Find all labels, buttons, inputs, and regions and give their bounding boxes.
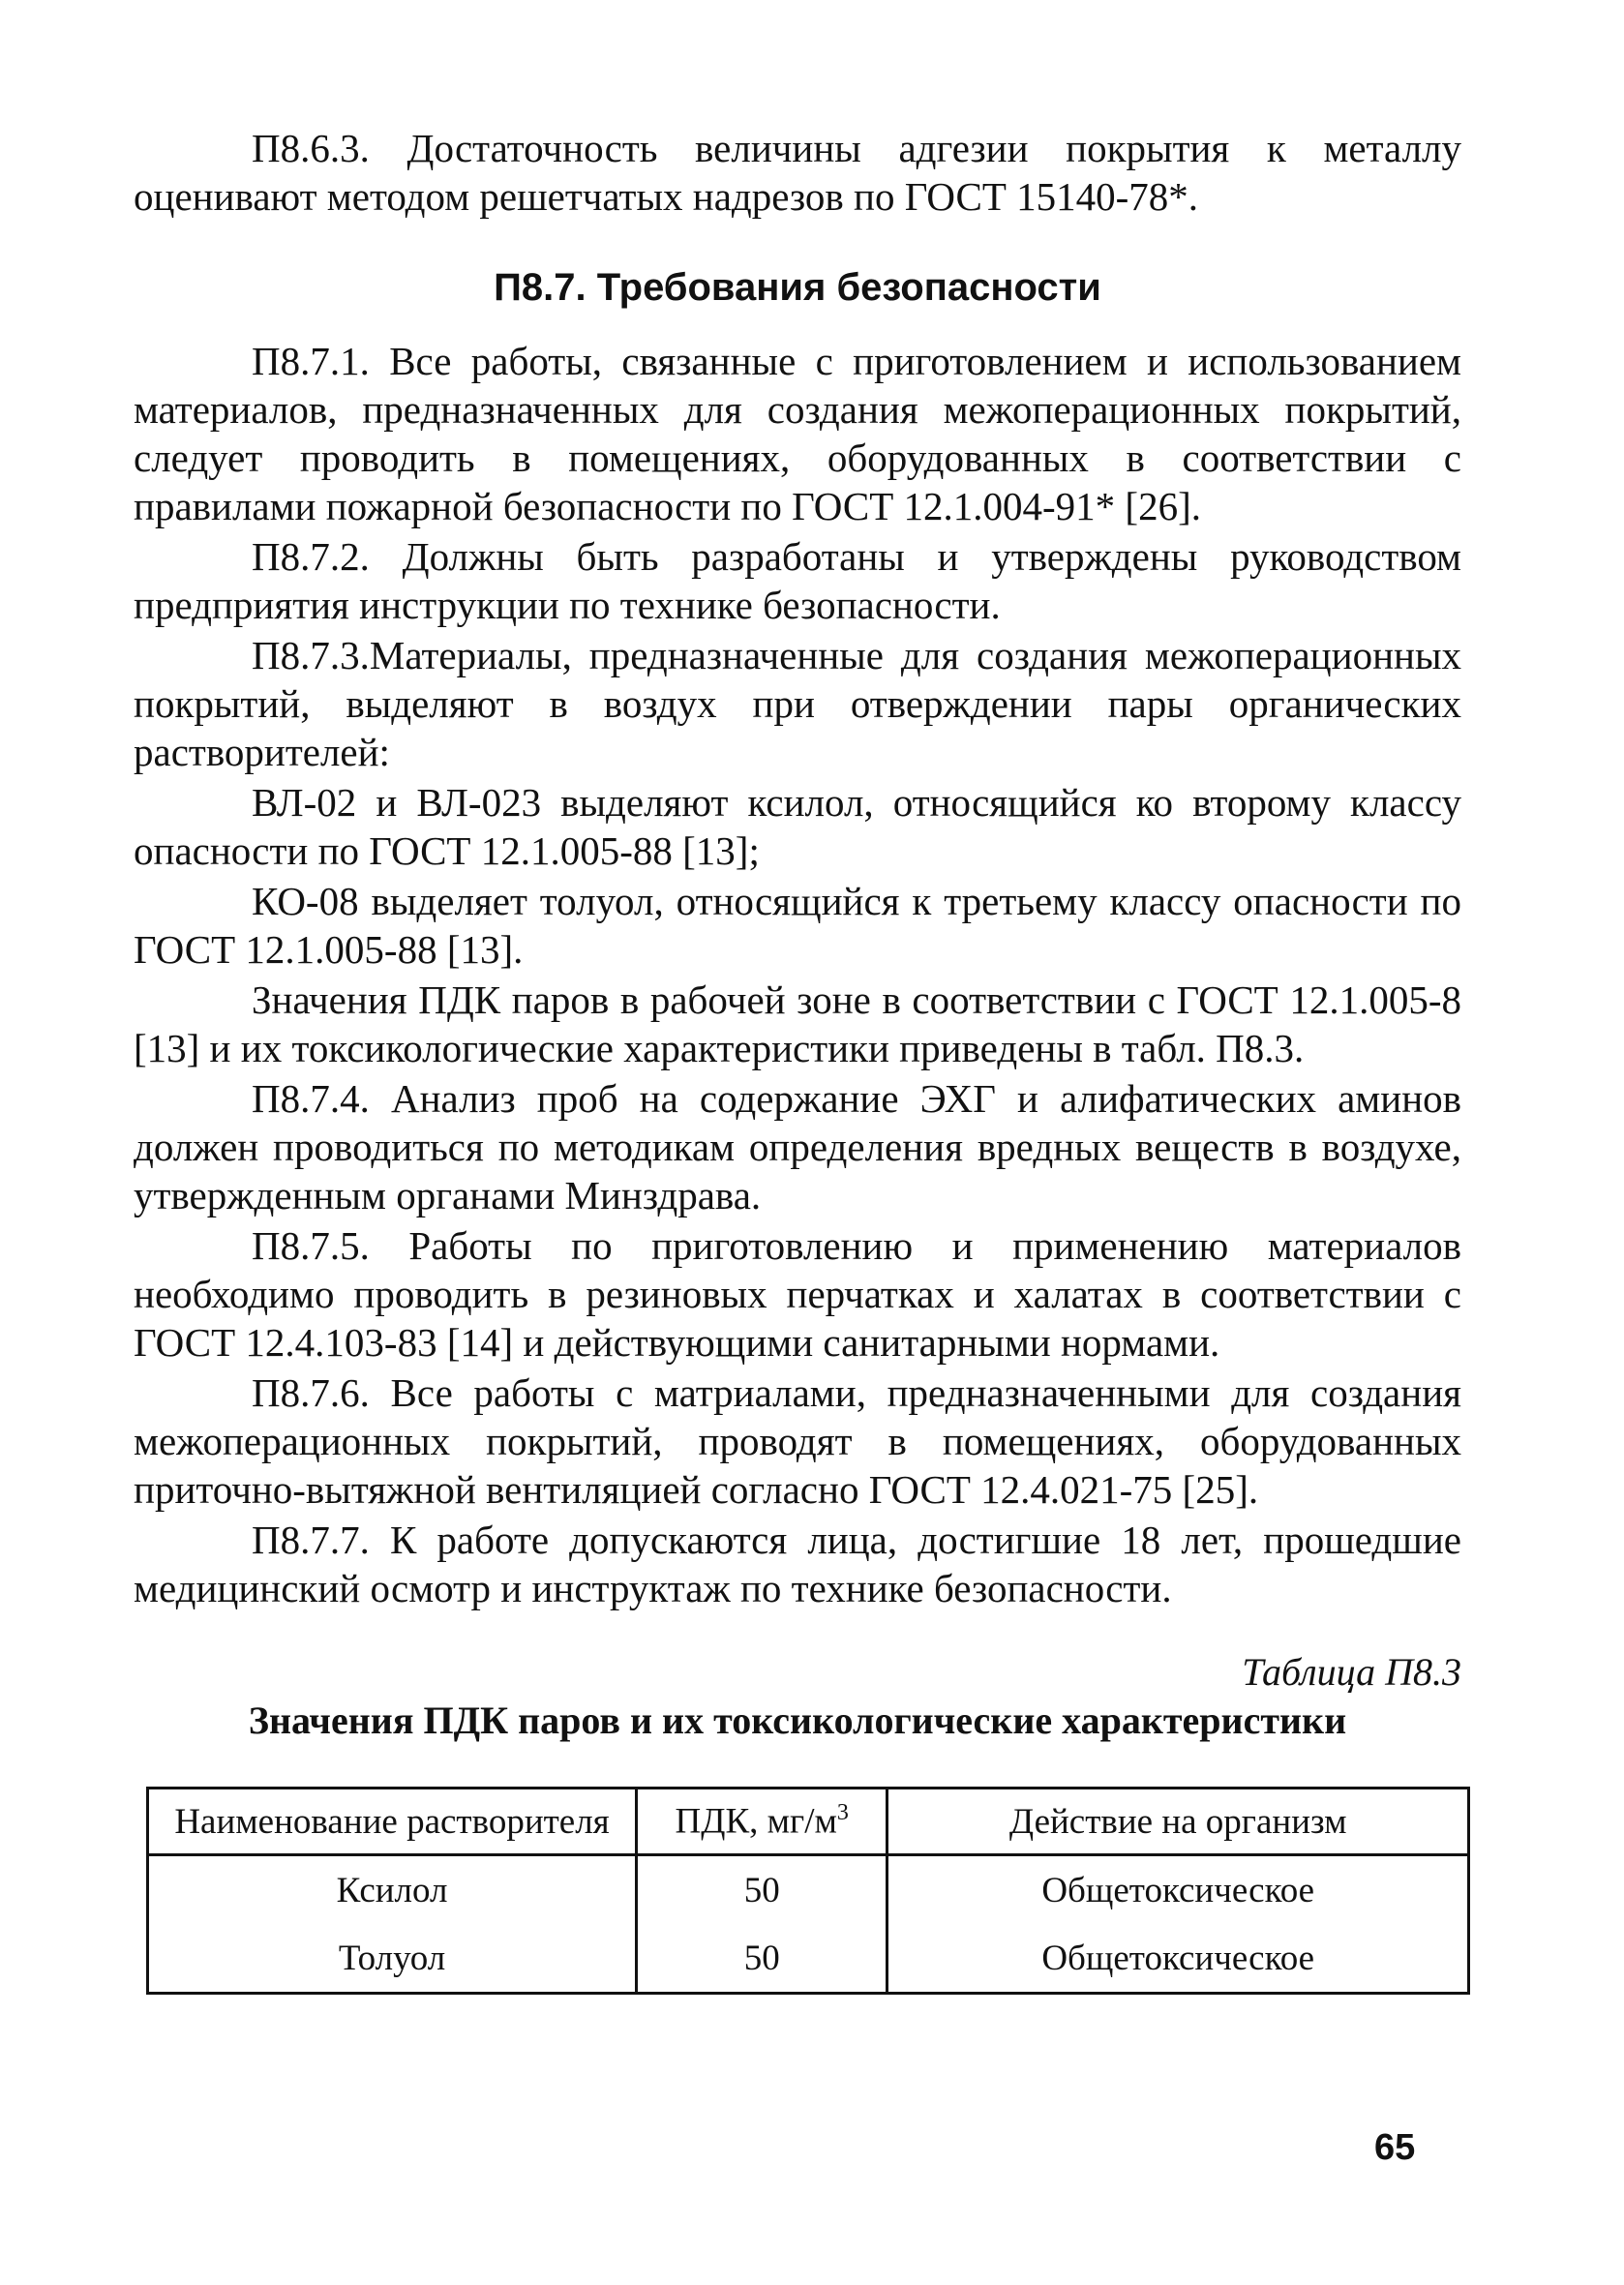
table-title: Значения ПДК паров и их токсикологические характеристики bbox=[248, 1699, 1347, 1742]
paragraph-p8-7-6: П8.7.6. Все работы с матриалами, предназначенными для создания межоперационных покрытий, проводят в помещениях, оборудованных приточно-вытяжной вентиляцией согласно ГОСТ 12.4.021-75 [25]. bbox=[134, 1370, 1461, 1512]
paragraph-p8-7-1: П8.7.1. Все работы, связанные с приготовлением и использованием материалов, предназначенных для создания межоперационных покрытий, следует проводить в помещениях, оборудованных в соответствии с правилами пожарной безопасности по ГОСТ 12.1.004-91* [26]. bbox=[134, 339, 1461, 528]
cell-effect: Общетоксическое bbox=[887, 1855, 1469, 1925]
cell-pdk: 50 bbox=[637, 1855, 887, 1925]
paragraph-p8-7-2: П8.7.2. Должны быть разработаны и утверждены руководством предприятия инструкции по технике безопасности. bbox=[134, 534, 1461, 627]
paragraph-p8-7-3: П8.7.3.Материалы, предназначенные для создания межоперационных покрытий, выделяют в воздух при отверждении пары органических растворителей: bbox=[134, 633, 1461, 774]
document-page bbox=[134, 124, 1461, 1995]
paragraph-p8-7-5: П8.7.5. Работы по приготовлению и применению материалов необходимо проводить в резиновых перчатках и халатах в соответствии с ГОСТ 12.4.103-83 [14] и действующими санитарными нормами. bbox=[134, 1223, 1461, 1365]
header-effect: Действие на организм bbox=[887, 1789, 1469, 1855]
header-pdk-superscript: 3 bbox=[836, 1800, 849, 1826]
paragraph-p8-7-3-xylene: ВЛ-02 и ВЛ-023 выделяют ксилол, относящийся ко второму классу опасности по ГОСТ 12.1.005-88 [13]; bbox=[134, 780, 1461, 873]
cell-solvent: Толуол bbox=[148, 1924, 637, 1994]
paragraph-p8-7-3-pdk: Значения ПДК паров в рабочей зоне в соответствии с ГОСТ 12.1.005-8 [13] и их токсикологические характеристики приведены в табл. П8.3. bbox=[134, 977, 1461, 1070]
header-pdk-text: ПДК, мг/м bbox=[675, 1801, 837, 1842]
table-row bbox=[148, 1924, 1469, 1994]
paragraph-p8-7-7: П8.7.7. К работе допускаются лица, достигшие 18 лет, прошедшие медицинский осмотр и инструктаж по технике безопасности. bbox=[134, 1518, 1461, 1610]
table-row bbox=[148, 1855, 1469, 1925]
header-solvent-name: Наименование растворителя bbox=[148, 1789, 637, 1855]
paragraph-p8-7-4: П8.7.4. Анализ проб на содержание ЭХГ и алифатических аминов должен проводиться по методикам определения вредных веществ в воздухе, утвержденным органами Минздрава. bbox=[134, 1076, 1461, 1218]
section-heading: П8.7. Требования безопасности bbox=[494, 266, 1101, 309]
paragraph-p8-7-3-toluene: КО-08 выделяет толуол, относящийся к третьему классу опасности по ГОСТ 12.1.005-88 [13]. bbox=[134, 879, 1461, 972]
paragraph-p8-6-3: П8.6.3. Достаточность величины адгезии покрытия к металлу оценивают методом решетчатых надрезов по ГОСТ 15140-78*. bbox=[134, 126, 1461, 219]
cell-pdk: 50 bbox=[637, 1924, 887, 1994]
header-pdk bbox=[637, 1789, 887, 1855]
pdk-table bbox=[146, 1787, 1470, 1995]
cell-effect: Общетоксическое bbox=[887, 1924, 1469, 1994]
cell-solvent: Ксилол bbox=[148, 1855, 637, 1925]
page-number: 65 bbox=[1374, 2127, 1416, 2168]
table-header-row bbox=[148, 1789, 1469, 1855]
table-caption: Таблица П8.3 bbox=[1242, 1650, 1461, 1694]
